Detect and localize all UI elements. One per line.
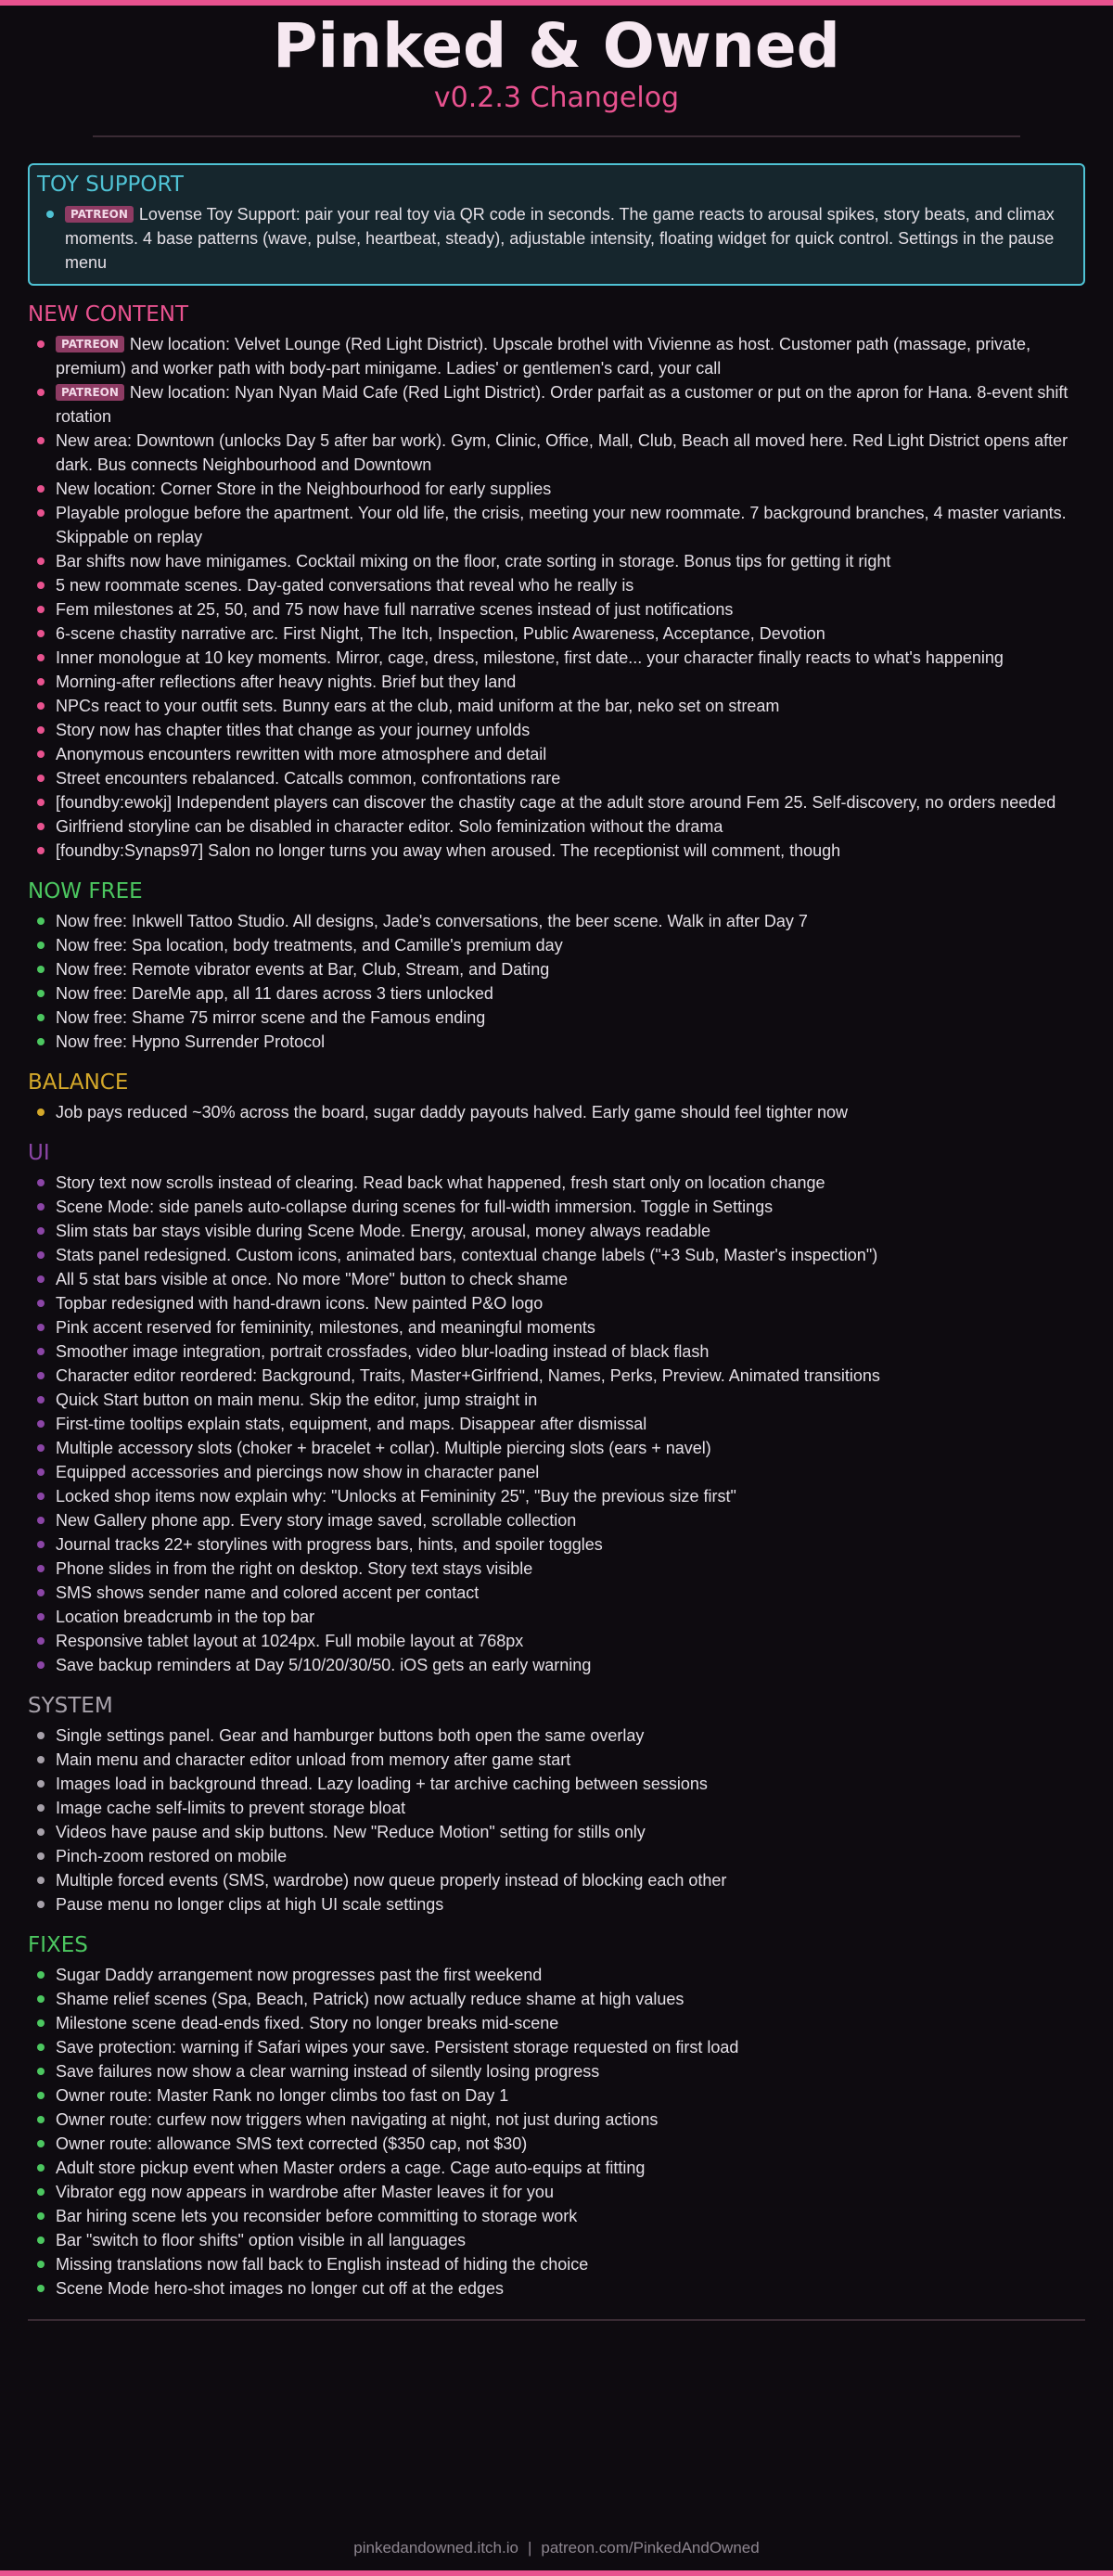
- list-item: [56, 1820, 1085, 1844]
- item-text: Story now has chapter titles that change as your journey unfolds: [56, 721, 531, 739]
- bullet-icon: [37, 1348, 45, 1355]
- patreon-badge: PATREON: [56, 336, 124, 352]
- list-item: [56, 742, 1085, 766]
- list-item: [56, 1772, 1085, 1796]
- list-item: [56, 549, 1085, 573]
- section-title: UI: [28, 1141, 50, 1165]
- list-item: [56, 2156, 1085, 2180]
- list-item: [56, 1796, 1085, 1820]
- list-item: [56, 957, 1085, 981]
- list-item: [56, 2276, 1085, 2300]
- item-text: First-time tooltips explain stats, equipment, and maps. Disappear after dismissal: [56, 1415, 647, 1433]
- item-text: Anonymous encounters rewritten with more atmosphere and detail: [56, 745, 547, 763]
- bullet-icon: [37, 1179, 45, 1186]
- bullet-icon: [37, 1493, 45, 1500]
- list-item: [56, 1508, 1085, 1532]
- bullet-icon: [37, 485, 45, 493]
- bullet-icon: [37, 1203, 45, 1211]
- list-item: [56, 839, 1085, 863]
- section-fixes: [28, 1929, 1085, 2300]
- bullet-icon: [37, 799, 45, 806]
- list-item: [56, 718, 1085, 742]
- list-item: [56, 597, 1085, 622]
- section-list: [28, 909, 1085, 1054]
- list-item: [56, 814, 1085, 839]
- bullet-icon: [37, 557, 45, 565]
- bullet-icon: [37, 750, 45, 758]
- list-item: [56, 1653, 1085, 1677]
- list-item: [56, 790, 1085, 814]
- item-text: Missing translations now fall back to English instead of hiding the choice: [56, 2255, 589, 2274]
- item-text: Pinch-zoom restored on mobile: [56, 1847, 288, 1865]
- item-text: Scene Mode: side panels auto-collapse during scenes for full-width immersion. Toggle in Settings: [56, 1198, 774, 1216]
- item-text: Now free: Hypno Surrender Protocol: [56, 1032, 326, 1051]
- bullet-icon: [46, 211, 54, 218]
- section-list: [28, 1171, 1085, 1677]
- item-text: Slim stats bar stays visible during Scene Mode. Energy, arousal, money always readable: [56, 1222, 711, 1240]
- item-text: Pause menu no longer clips at high UI scale settings: [56, 1895, 444, 1914]
- item-text: Now free: Shame 75 mirror scene and the Famous ending: [56, 1008, 486, 1027]
- bullet-icon: [37, 726, 45, 734]
- footer-separator: |: [527, 2539, 532, 2557]
- bullet-icon: [37, 1852, 45, 1860]
- item-text: SMS shows sender name and colored accent per contact: [56, 1583, 480, 1602]
- bullet-icon: [37, 2188, 45, 2196]
- item-text: New Gallery phone app. Every story image saved, scrollable collection: [56, 1511, 577, 1530]
- item-text: New area: Downtown (unlocks Day 5 after bar work). Gym, Clinic, Office, Mall, Club, Beach all moved here. Red Light District opens after dark. Bus connects Neighbourhood and Downtown: [56, 431, 1068, 474]
- bullet-icon: [37, 1227, 45, 1235]
- list-item: [56, 1892, 1085, 1916]
- item-text: Morning-after reflections after heavy nights. Brief but they land: [56, 673, 517, 691]
- list-item: [56, 1557, 1085, 1581]
- list-item: [56, 1315, 1085, 1339]
- bullet-icon: [37, 702, 45, 710]
- changelog-content: [28, 163, 1085, 2321]
- item-text: Phone slides in from the right on desktop. Story text stays visible: [56, 1559, 533, 1578]
- section-system: [28, 1690, 1085, 1916]
- item-text: Scene Mode hero-shot images no longer cut off at the edges: [56, 2279, 504, 2298]
- bullet-icon: [37, 1565, 45, 1572]
- list-item: [56, 1339, 1085, 1364]
- bullet-icon: [37, 340, 45, 348]
- item-text: Multiple accessory slots (choker + bracelet + collar). Multiple piercing slots (ears + navel): [56, 1439, 711, 1457]
- list-item: [56, 1412, 1085, 1436]
- list-item: [56, 670, 1085, 694]
- item-text: Location breadcrumb in the top bar: [56, 1608, 315, 1626]
- bullet-icon: [37, 2164, 45, 2172]
- item-text: Pink accent reserved for femininity, milestones, and meaningful moments: [56, 1318, 595, 1337]
- list-item: [56, 1171, 1085, 1195]
- item-text: Locked shop items now explain why: "Unlocks at Femininity 25", "Buy the previous size first": [56, 1487, 736, 1506]
- bullet-icon: [37, 1541, 45, 1548]
- list-item: [56, 981, 1085, 1006]
- bullet-icon: [37, 1517, 45, 1524]
- list-item: [56, 933, 1085, 957]
- item-text: Images load in background thread. Lazy loading + tar archive caching between sessions: [56, 1775, 708, 1793]
- list-item: [56, 2059, 1085, 2083]
- item-text: Main menu and character editor unload from memory after game start: [56, 1750, 571, 1769]
- bullet-icon: [37, 2019, 45, 2027]
- bullet-icon: [37, 1300, 45, 1307]
- list-item: [56, 1243, 1085, 1267]
- item-text: New location: Nyan Nyan Maid Cafe (Red Light District). Order parfait as a customer or put on the apron for Hana. 8-event shift rotation: [56, 383, 1068, 426]
- bullet-icon: [37, 2068, 45, 2075]
- list-item: [56, 1195, 1085, 1219]
- bullet-icon: [37, 1372, 45, 1379]
- section-list: [28, 1724, 1085, 1916]
- page-subtitle: v0.2.3 Changelog: [433, 82, 680, 114]
- bullet-icon: [37, 2044, 45, 2051]
- item-text: Milestone scene dead-ends fixed. Story no longer breaks mid-scene: [56, 2014, 559, 2032]
- section-balance: [28, 1067, 1085, 1124]
- list-item: [56, 1484, 1085, 1508]
- list-item: [56, 1460, 1085, 1484]
- list-item: [65, 202, 1070, 275]
- list-item: [56, 1532, 1085, 1557]
- section-toy-support: [28, 163, 1085, 286]
- bullet-icon: [37, 1661, 45, 1669]
- item-text: Fem milestones at 25, 50, and 75 now have full narrative scenes instead of just notifications: [56, 600, 734, 619]
- bullet-icon: [37, 2261, 45, 2268]
- item-text: Stats panel redesigned. Custom icons, animated bars, contextual change labels ("+3 Sub, Master's inspection"): [56, 1246, 878, 1264]
- item-text: Job pays reduced ~30% across the board, sugar daddy payouts halved. Early game should feel tighter now: [56, 1103, 849, 1121]
- list-item: [56, 1219, 1085, 1243]
- list-item: [56, 1605, 1085, 1629]
- list-item: [56, 1388, 1085, 1412]
- item-text: Responsive tablet layout at 1024px. Full mobile layout at 768px: [56, 1632, 524, 1650]
- section-list: [28, 332, 1085, 863]
- bullet-icon: [37, 990, 45, 997]
- item-text: Quick Start button on main menu. Skip the editor, jump straight in: [56, 1391, 538, 1409]
- bullet-icon: [37, 1756, 45, 1763]
- list-item: [56, 2035, 1085, 2059]
- item-text: Smoother image integration, portrait crossfades, video blur-loading instead of black flash: [56, 1342, 710, 1361]
- item-text: Inner monologue at 10 key moments. Mirror, cage, dress, milestone, first date... your character finally reacts to what's happening: [56, 648, 1004, 667]
- bullet-icon: [37, 2285, 45, 2292]
- list-item: [56, 1748, 1085, 1772]
- item-text: NPCs react to your outfit sets. Bunny ears at the club, maid uniform at the bar, neko set on stream: [56, 697, 780, 715]
- patreon-badge: PATREON: [56, 384, 124, 401]
- bullet-icon: [37, 1732, 45, 1739]
- bullet-icon: [37, 2236, 45, 2244]
- item-text: [foundby:Synaps97] Salon no longer turns you away when aroused. The receptionist will comment, though: [56, 841, 841, 860]
- bullet-icon: [37, 1324, 45, 1331]
- item-text: Lovense Toy Support: pair your real toy via QR code in seconds. The game reacts to arousal spikes, story beats, and climax moments. 4 base patterns (wave, pulse, heartbeat, steady), adjustable intensity, floating widget for quick control. Settings in the pause menu: [65, 205, 1055, 272]
- bullet-icon: [37, 654, 45, 661]
- bullet-icon: [37, 1637, 45, 1645]
- list-item: [56, 380, 1085, 429]
- item-text: Owner route: allowance SMS text corrected ($350 cap, not $30): [56, 2134, 528, 2153]
- list-item: [56, 2132, 1085, 2156]
- list-item: [56, 1267, 1085, 1291]
- item-text: All 5 stat bars visible at once. No more "More" button to check shame: [56, 1270, 569, 1288]
- bullet-icon: [37, 630, 45, 637]
- list-item: [56, 622, 1085, 646]
- list-item: [56, 429, 1085, 477]
- list-item: [56, 2011, 1085, 2035]
- item-text: Playable prologue before the apartment. Your old life, the crisis, meeting your new roommate. 7 background branches, 4 master variants. Skippable on replay: [56, 504, 1067, 546]
- list-item: [56, 1006, 1085, 1030]
- bullet-icon: [37, 966, 45, 973]
- item-text: Vibrator egg now appears in wardrobe after Master leaves it for you: [56, 2183, 554, 2201]
- list-item: [56, 2204, 1085, 2228]
- list-item: [56, 332, 1085, 380]
- bullet-icon: [37, 2140, 45, 2147]
- item-text: Image cache self-limits to prevent storage bloat: [56, 1799, 406, 1817]
- bullet-icon: [37, 1971, 45, 1979]
- bullet-icon: [37, 917, 45, 925]
- item-text: Topbar redesigned with hand-drawn icons. New painted P&O logo: [56, 1294, 544, 1313]
- bullet-icon: [37, 1038, 45, 1045]
- section-now-free: [28, 876, 1085, 1054]
- bullet-icon: [37, 1468, 45, 1476]
- bullet-icon: [37, 1014, 45, 1021]
- footer-divider: [28, 2319, 1085, 2321]
- section-title: FIXES: [28, 1933, 88, 1957]
- item-text: Now free: Remote vibrator events at Bar, Club, Stream, and Dating: [56, 960, 550, 979]
- list-item: [56, 1100, 1085, 1124]
- patreon-link[interactable]: patreon.com/PinkedAndOwned: [541, 2539, 760, 2557]
- list-item: [56, 1436, 1085, 1460]
- section-title: BALANCE: [28, 1070, 129, 1095]
- item-text: Owner route: Master Rank no longer climbs too fast on Day 1: [56, 2086, 509, 2105]
- item-text: Bar shifts now have minigames. Cocktail mixing on the floor, crate sorting in storage. Bonus tips for getting it right: [56, 552, 891, 570]
- top-accent-bar: [0, 0, 1113, 6]
- item-text: New location: Velvet Lounge (Red Light District). Upscale brothel with Vivienne as host. Customer path (massage, private, premium) and worker path with body-part minigame. Ladies' or gentlemen's card, your call: [56, 335, 1031, 378]
- bullet-icon: [37, 847, 45, 854]
- item-text: Character editor reordered: Background, Traits, Master+Girlfriend, Names, Perks, Preview. Animated transitions: [56, 1366, 880, 1385]
- bullet-icon: [37, 389, 45, 396]
- item-text: Save backup reminders at Day 5/10/20/30/50. iOS gets an early warning: [56, 1656, 592, 1674]
- bullet-icon: [37, 509, 45, 517]
- bullet-icon: [37, 582, 45, 589]
- bullet-icon: [37, 942, 45, 949]
- bullet-icon: [37, 1877, 45, 1884]
- list-item: [56, 1963, 1085, 1987]
- section-list: [28, 1100, 1085, 1124]
- bullet-icon: [37, 1613, 45, 1621]
- list-item: [56, 694, 1085, 718]
- item-text: Videos have pause and skip buttons. New "Reduce Motion" setting for stills only: [56, 1823, 646, 1841]
- section-title: NEW CONTENT: [28, 302, 188, 327]
- patreon-badge: PATREON: [65, 206, 134, 223]
- item-text: Single settings panel. Gear and hamburger buttons both open the same overlay: [56, 1726, 645, 1745]
- bullet-icon: [37, 437, 45, 444]
- item-text: Multiple forced events (SMS, wardrobe) now queue properly instead of blocking each other: [56, 1871, 727, 1890]
- section-list: [28, 1963, 1085, 2300]
- item-text: Journal tracks 22+ storylines with progress bars, hints, and spoiler toggles: [56, 1535, 603, 1554]
- item-text: Save failures now show a clear warning instead of silently losing progress: [56, 2062, 600, 2081]
- list-item: [56, 1724, 1085, 1748]
- item-text: Girlfriend storyline can be disabled in character editor. Solo feminization without the drama: [56, 817, 723, 836]
- list-item: [56, 2083, 1085, 2108]
- list-item: [56, 2228, 1085, 2252]
- list-item: [56, 1629, 1085, 1653]
- section-title: TOY SUPPORT: [37, 173, 184, 197]
- list-item: [56, 1844, 1085, 1868]
- item-text: Shame relief scenes (Spa, Beach, Patrick) now actually reduce shame at high values: [56, 1990, 684, 2008]
- bullet-icon: [37, 1589, 45, 1596]
- list-item: [56, 646, 1085, 670]
- bullet-icon: [37, 1828, 45, 1836]
- item-text: [foundby:ewokj] Independent players can discover the chastity cage at the adult store around Fem 25. Self-discovery, no orders needed: [56, 793, 1056, 812]
- bottom-accent-bar: [0, 2570, 1113, 2576]
- item-text: Bar "switch to floor shifts" option visible in all languages: [56, 2231, 467, 2249]
- item-text: 5 new roommate scenes. Day-gated conversations that reveal who he really is: [56, 576, 634, 595]
- list-item: [56, 909, 1085, 933]
- section-title: SYSTEM: [28, 1694, 113, 1718]
- bullet-icon: [37, 1804, 45, 1812]
- item-text: Now free: Spa location, body treatments, and Camille's premium day: [56, 936, 563, 955]
- bullet-icon: [37, 1420, 45, 1428]
- bullet-icon: [37, 775, 45, 782]
- bullet-icon: [37, 1109, 45, 1116]
- page-title: Pinked & Owned: [273, 10, 840, 82]
- list-item: [56, 2252, 1085, 2276]
- item-text: Owner route: curfew now triggers when navigating at night, not just during actions: [56, 2110, 659, 2129]
- item-text: Street encounters rebalanced. Catcalls common, confrontations rare: [56, 769, 561, 788]
- section-ui: [28, 1137, 1085, 1677]
- item-text: 6-scene chastity narrative arc. First Night, The Itch, Inspection, Public Awareness, Acceptance, Devotion: [56, 624, 825, 643]
- bullet-icon: [37, 1251, 45, 1259]
- item-text: Adult store pickup event when Master orders a cage. Cage auto-equips at fitting: [56, 2159, 646, 2177]
- item-text: Save protection: warning if Safari wipes your save. Persistent storage requested on first load: [56, 2038, 739, 2057]
- section-title: NOW FREE: [28, 879, 143, 904]
- itch-link[interactable]: pinkedandowned.itch.io: [353, 2539, 518, 2557]
- section-new-content: [28, 299, 1085, 863]
- bullet-icon: [37, 1780, 45, 1788]
- list-item: [56, 766, 1085, 790]
- item-text: Now free: DareMe app, all 11 dares across 3 tiers unlocked: [56, 984, 493, 1003]
- bullet-icon: [37, 1444, 45, 1452]
- section-list: [37, 202, 1070, 275]
- header-divider: [93, 135, 1020, 137]
- bullet-icon: [37, 2116, 45, 2123]
- bullet-icon: [37, 1396, 45, 1403]
- list-item: [56, 1987, 1085, 2011]
- footer: [0, 2539, 1113, 2557]
- item-text: Equipped accessories and piercings now show in character panel: [56, 1463, 540, 1481]
- list-item: [56, 1291, 1085, 1315]
- list-item: [56, 2180, 1085, 2204]
- list-item: [56, 1030, 1085, 1054]
- bullet-icon: [37, 2092, 45, 2099]
- bullet-icon: [37, 606, 45, 613]
- item-text: Bar hiring scene lets you reconsider before committing to storage work: [56, 2207, 578, 2225]
- list-item: [56, 2108, 1085, 2132]
- header: [0, 0, 1113, 137]
- item-text: Now free: Inkwell Tattoo Studio. All designs, Jade's conversations, the beer scene. Walk in after Day 7: [56, 912, 808, 930]
- bullet-icon: [37, 823, 45, 830]
- bullet-icon: [37, 2212, 45, 2220]
- item-text: New location: Corner Store in the Neighbourhood for early supplies: [56, 480, 552, 498]
- bullet-icon: [37, 1901, 45, 1908]
- bullet-icon: [37, 1995, 45, 2003]
- item-text: Story text now scrolls instead of clearing. Read back what happened, fresh start only on location change: [56, 1173, 825, 1192]
- item-text: Sugar Daddy arrangement now progresses past the first weekend: [56, 1966, 543, 1984]
- list-item: [56, 1868, 1085, 1892]
- list-item: [56, 477, 1085, 501]
- list-item: [56, 501, 1085, 549]
- bullet-icon: [37, 1275, 45, 1283]
- bullet-icon: [37, 678, 45, 686]
- list-item: [56, 573, 1085, 597]
- list-item: [56, 1364, 1085, 1388]
- list-item: [56, 1581, 1085, 1605]
